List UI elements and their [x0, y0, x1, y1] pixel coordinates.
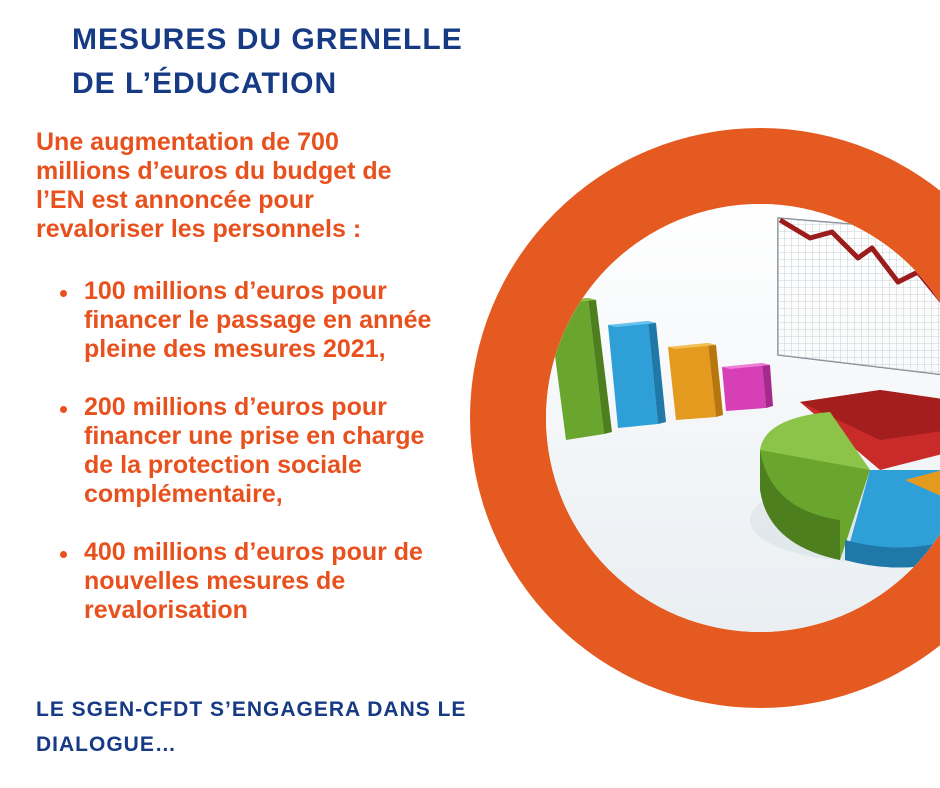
page-title — [72, 18, 463, 106]
intro-paragraph: Une augmentation de 700 millions d’euros du budget de l’EN est annoncée pour revaloriser les personnels : — [36, 128, 392, 243]
blue-bar-icon — [608, 321, 666, 428]
list-item: 400 millions d’euros pour de nouvelles mesures de revalorisation — [56, 538, 456, 625]
list-item: 100 millions d’euros pour financer le passage en année pleine des mesures 2021, — [56, 277, 456, 364]
orange-bar-icon — [668, 343, 723, 420]
measures-list — [56, 277, 456, 654]
list-item: 200 millions d’euros pour financer une prise en charge de la protection sociale complémentaire, — [56, 393, 456, 509]
title-line-1: MESURES DU GRENELLE — [72, 23, 463, 56]
footer-tagline: LE SGEN-CFDT S’ENGAGERA DANS LE DIALOGUE… — [36, 698, 467, 756]
title-line-2: DE L’ÉDUCATION — [72, 67, 338, 100]
magenta-bar-icon — [722, 363, 773, 411]
